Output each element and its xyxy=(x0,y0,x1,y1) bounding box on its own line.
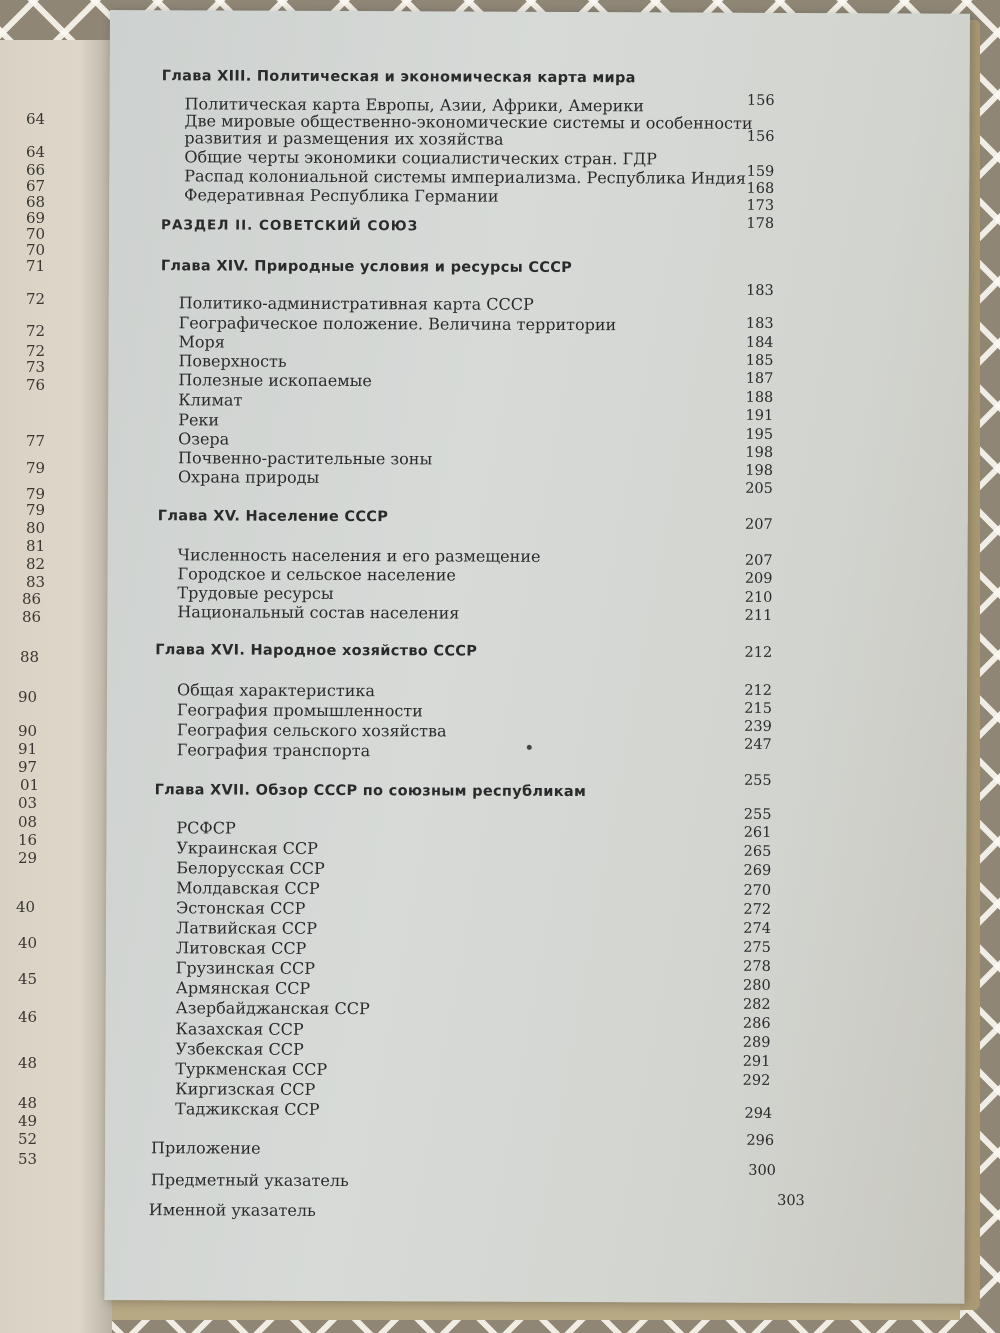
toc-item-page: 184 xyxy=(745,334,774,351)
toc-item-page: 195 xyxy=(745,426,774,443)
left-page-number: 90 xyxy=(18,688,38,706)
left-page-number: 70 xyxy=(26,225,46,243)
left-page-number: 90 xyxy=(18,722,38,740)
chapter-13-title: Глава XIII. Политическая и экономическая карта мира xyxy=(161,68,636,87)
toc-item-label: Моря xyxy=(178,332,225,352)
toc-item-label: Латвийская ССР xyxy=(175,918,318,938)
toc-item-page: 210 xyxy=(744,589,773,606)
chapter-16-page: 212 xyxy=(744,644,773,661)
left-page-number: 82 xyxy=(26,555,46,573)
left-page-number: 40 xyxy=(16,898,36,916)
left-page-number: 29 xyxy=(18,849,38,867)
toc-item-page: 188 xyxy=(745,389,774,406)
toc-item-label: Почвенно-растительные зоны xyxy=(178,448,433,469)
left-page-number: 45 xyxy=(18,970,38,988)
toc-item-label: Таджикская ССР xyxy=(175,1099,320,1119)
left-page-number: 86 xyxy=(22,608,42,626)
chapter-14-page: 183 xyxy=(746,282,774,299)
toc-item-label: Грузинская ССР xyxy=(175,958,316,978)
left-page-number: 40 xyxy=(18,934,38,952)
left-page-number: 69 xyxy=(26,209,46,227)
left-page-number: 76 xyxy=(26,376,46,394)
toc-item-page: 156 xyxy=(746,92,775,109)
chapter-16-title: Глава XVI. Народное хозяйство СССР xyxy=(155,642,478,660)
toc-item-label: Белорусская ССР xyxy=(176,858,325,878)
toc-item-label: Казахская ССР xyxy=(175,1019,304,1039)
toc-item-page: 156 xyxy=(746,128,775,145)
toc-item-label: развития и размещения их хозяйства xyxy=(184,128,504,149)
appendix-page: 294 xyxy=(744,1105,773,1122)
left-page-number: 72 xyxy=(26,290,46,308)
contents-page xyxy=(104,10,970,1304)
toc-item-page: 247 xyxy=(744,736,772,753)
toc-item-page: 198 xyxy=(745,444,774,461)
toc-item-label: Географическое положение. Величина территории xyxy=(178,313,617,335)
toc-item-page: 289 xyxy=(742,1034,771,1051)
last-page-number: 303 xyxy=(777,1192,805,1210)
left-page-number: 97 xyxy=(18,758,38,776)
toc-item-page: 269 xyxy=(743,862,772,879)
toc-item-label: Распад колониальной системы империализма. Республика Индия xyxy=(184,166,747,188)
left-page-number: 80 xyxy=(26,519,46,537)
left-page-number: 91 xyxy=(18,740,38,758)
left-page-number: 71 xyxy=(26,257,46,275)
section-2-page: 178 xyxy=(746,215,775,232)
left-page-number: 70 xyxy=(26,241,46,259)
toc-item-label: Численность населения и его размещение xyxy=(177,545,541,566)
toc-item-label: Две мировые общественно-экономические системы и особенности xyxy=(184,111,753,133)
toc-item-page: 265 xyxy=(743,843,772,860)
toc-item-page: 183 xyxy=(745,315,774,332)
left-page-number: 86 xyxy=(22,590,42,608)
chapter-17-page: 255 xyxy=(743,772,772,789)
left-page-number: 01 xyxy=(20,776,40,794)
name-index-label: Именной указатель xyxy=(148,1200,316,1220)
toc-item-label: Реки xyxy=(178,410,220,430)
toc-item-label: Городское и сельское население xyxy=(177,564,456,585)
toc-item-page: 187 xyxy=(745,370,774,387)
toc-item-label: Общая характеристика xyxy=(176,680,376,701)
toc-item-page: 185 xyxy=(745,352,774,369)
toc-item-label: Полезные ископаемые xyxy=(178,370,372,391)
toc-item-label: Молдавская ССР xyxy=(176,878,320,898)
toc-item-page: 255 xyxy=(743,806,772,823)
appendix-label: Приложение xyxy=(150,1138,261,1158)
toc-item-page: 207 xyxy=(744,552,773,569)
toc-item-page: 261 xyxy=(743,824,772,841)
left-page-number: 77 xyxy=(26,432,46,450)
left-page-number: 79 xyxy=(26,459,46,477)
left-facing-page xyxy=(0,40,112,1333)
toc-item-label: Азербайджанская ССР xyxy=(175,998,370,1019)
ink-spot xyxy=(527,745,532,750)
left-page-number: 72 xyxy=(26,322,46,340)
toc-item-label: Эстонская ССР xyxy=(176,898,306,918)
toc-item-label: Политическая карта Европы, Азии, Африки, Америки xyxy=(184,94,645,116)
left-page-number: 48 xyxy=(18,1054,38,1072)
toc-item-page: 191 xyxy=(745,407,774,424)
toc-item-page: 282 xyxy=(742,996,771,1013)
toc-item-label: Туркменская ССР xyxy=(175,1059,328,1079)
toc-item-page: 291 xyxy=(742,1053,771,1070)
chapter-14-title: Глава XIV. Природные условия и ресурсы СССР xyxy=(160,258,573,277)
left-page-number: 88 xyxy=(20,648,40,666)
toc-item-label: Федеративная Республика Германии xyxy=(184,185,499,206)
left-page-number: 72 xyxy=(26,342,46,360)
left-page-number: 67 xyxy=(26,177,46,195)
left-page-number: 52 xyxy=(18,1130,38,1148)
chapter-17-title: Глава XVII. Обзор СССР по союзным республикам xyxy=(154,782,587,801)
left-page-number: 79 xyxy=(26,501,46,519)
left-page-number: 64 xyxy=(26,143,46,161)
left-page-number: 83 xyxy=(26,573,46,591)
toc-item-page: 205 xyxy=(745,480,773,497)
left-page-number: 68 xyxy=(26,193,46,211)
left-page-number: 66 xyxy=(26,161,46,179)
toc-item-page: 159 xyxy=(746,163,775,180)
toc-item-label: Армянская ССР xyxy=(175,978,311,998)
left-page-number: 79 xyxy=(26,485,46,503)
left-page-number: 81 xyxy=(26,537,46,555)
toc-item-page: 274 xyxy=(743,920,772,937)
toc-item-label: Литовская ССР xyxy=(175,938,307,958)
toc-item-label: Общие черты экономики социалистических стран. ГДР xyxy=(184,147,657,169)
toc-item-page: 270 xyxy=(743,882,772,899)
toc-item-label: Климат xyxy=(178,390,243,410)
toc-item-page: 198 xyxy=(745,462,774,479)
toc-item-label: Поверхность xyxy=(178,351,287,371)
toc-item-label: Политико-административная карта СССР xyxy=(178,293,534,314)
left-page-number: 49 xyxy=(18,1112,38,1130)
toc-item-page: 278 xyxy=(743,958,771,975)
toc-item-page: 275 xyxy=(743,939,771,956)
toc-item-page: 173 xyxy=(746,197,775,214)
left-page-number: 64 xyxy=(26,110,46,128)
subject-index-label: Предметный указатель xyxy=(150,1170,349,1191)
toc-item-page: 211 xyxy=(744,607,773,624)
left-page-number: 53 xyxy=(18,1150,38,1168)
left-page-number: 08 xyxy=(18,813,38,831)
name-index-page: 300 xyxy=(748,1162,776,1179)
toc-item-page: 286 xyxy=(742,1015,771,1032)
toc-item-label: География промышленности xyxy=(176,700,423,721)
toc-item-label: География транспорта xyxy=(176,740,371,761)
section-2-title: РАЗДЕЛ II. СОВЕТСКИЙ СОЮЗ xyxy=(161,217,419,235)
subject-index-page: 296 xyxy=(746,1132,775,1149)
toc-item-label: РСФСР xyxy=(176,818,236,838)
toc-item-label: Украинская ССР xyxy=(176,838,318,858)
left-page-number: 03 xyxy=(18,794,38,812)
toc-item-label: Охрана природы xyxy=(177,467,320,487)
chapter-15-page: 207 xyxy=(745,516,773,533)
toc-item-label: Узбекская ССР xyxy=(175,1039,304,1059)
toc-item-page: 168 xyxy=(746,180,775,197)
toc-item-page: 215 xyxy=(744,700,772,717)
left-page-number: 48 xyxy=(18,1094,38,1112)
chapter-15-title: Глава XV. Население СССР xyxy=(157,508,389,526)
left-page-number: 73 xyxy=(26,358,46,376)
toc-item-page: 209 xyxy=(744,570,773,587)
left-page-number: 46 xyxy=(18,1008,38,1026)
left-page-number: 16 xyxy=(18,831,38,849)
toc-item-label: География сельского хозяйства xyxy=(176,720,447,741)
toc-item-label: Киргизская ССР xyxy=(175,1079,316,1099)
toc-item-page: 272 xyxy=(743,901,772,918)
toc-item-page: 280 xyxy=(743,977,771,994)
toc-item-label: Трудовые ресурсы xyxy=(177,583,334,603)
toc-item-page: 239 xyxy=(744,718,772,735)
toc-item-label: Национальный состав населения xyxy=(177,602,460,623)
toc-item-label: Озера xyxy=(178,429,230,449)
toc-item-page: 292 xyxy=(742,1072,771,1089)
toc-item-page: 212 xyxy=(744,682,773,699)
